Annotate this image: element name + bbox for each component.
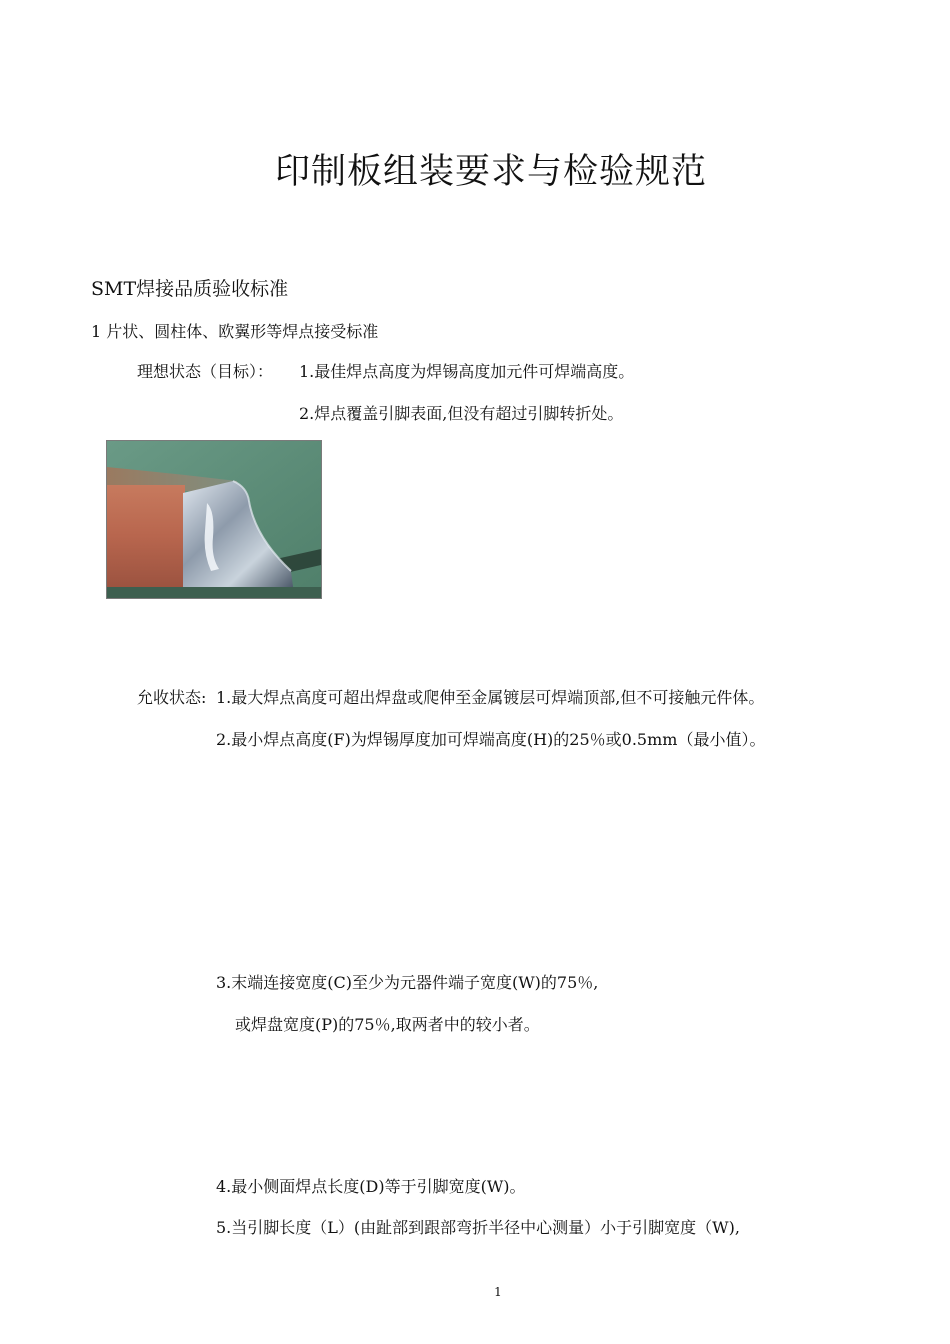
acceptable-state-item-2: 2.最小焊点高度(F)为焊锡厚度加可焊端高度(H)的25％或0.5mm（最小值）。 [216, 730, 766, 749]
board-bottom-edge [107, 587, 321, 598]
acceptable-state-item-1: 1.最大焊点高度可超出焊盘或爬伸至金属镀层可焊端顶部,但不可接触元件体。 [216, 688, 765, 707]
page-title: 印制板组装要求与检验规范 [274, 152, 707, 192]
acceptable-state-label: 允收状态: [137, 688, 207, 707]
subsection-heading: 1 片状、圆柱体、欧翼形等焊点接受标准 [91, 322, 379, 341]
section-heading: SMT焊接品质验收标准 [91, 278, 289, 300]
acceptable-state-item-3-line-2: 或焊盘宽度(P)的75％,取两者中的较小者。 [235, 1015, 540, 1034]
component-body [107, 485, 185, 587]
acceptable-state-item-4: 4.最小侧面焊点长度(D)等于引脚宽度(W)。 [216, 1177, 526, 1196]
acceptable-state-item-5: 5.当引脚长度（L）(由趾部到跟部弯折半径中心测量）小于引脚宽度（W), [216, 1218, 740, 1237]
page-number: 1 [494, 1285, 502, 1299]
acceptable-state-item-3-line-1: 3.末端连接宽度(C)至少为元器件端子宽度(W)的75％, [216, 973, 599, 992]
solder-joint-photo [106, 440, 322, 599]
ideal-state-label: 理想状态（目标）： [137, 362, 274, 381]
ideal-state-item-1: 1.最佳焊点高度为焊锡高度加元件可焊端高度。 [299, 362, 635, 381]
ideal-state-item-2: 2.焊点覆盖引脚表面,但没有超过引脚转折处。 [299, 404, 624, 423]
